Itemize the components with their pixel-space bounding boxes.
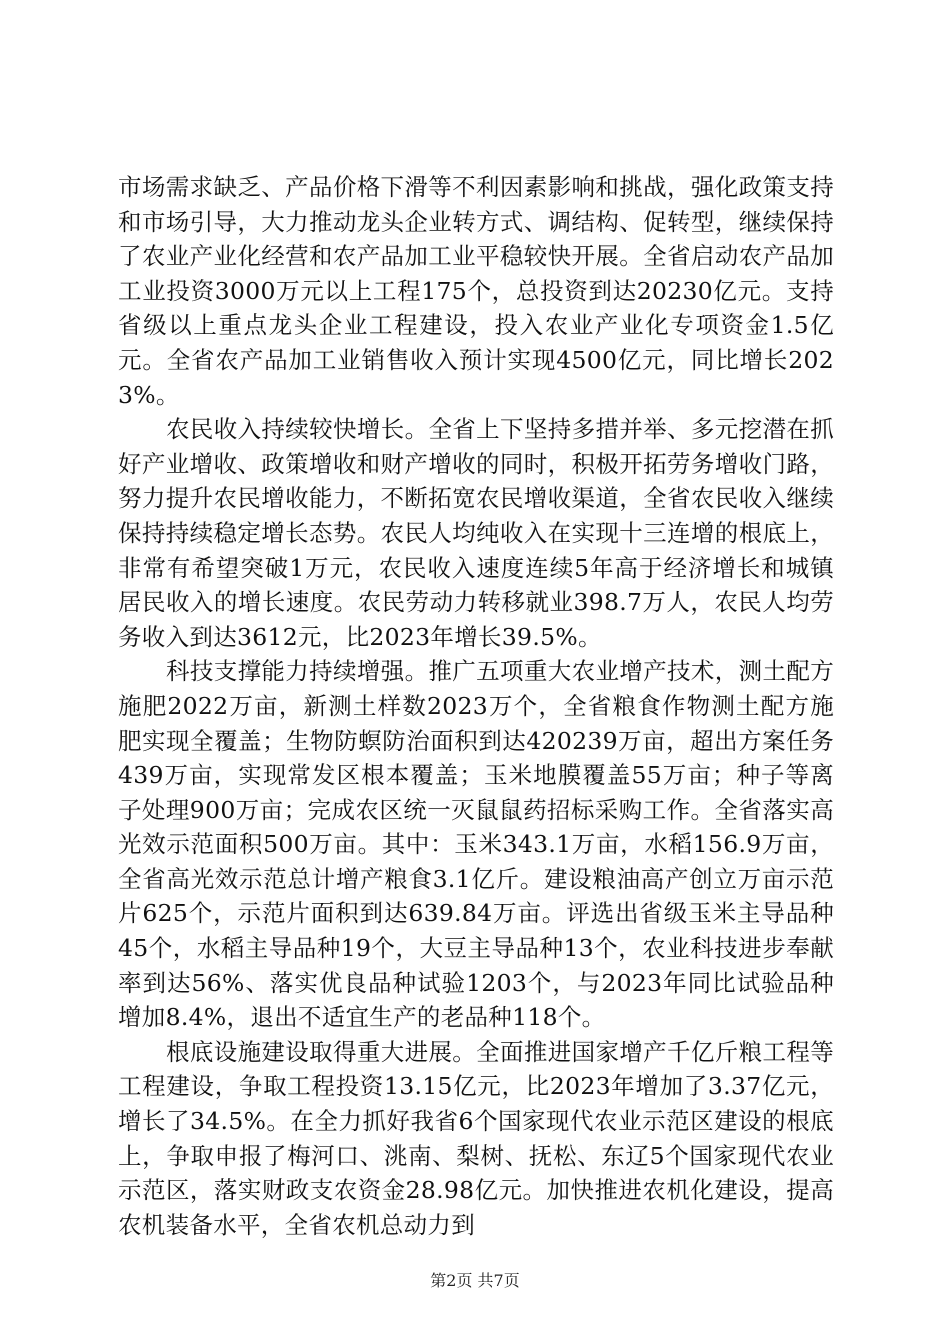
paragraph-farmer-income: 农民收入持续较快增长。全省上下坚持多措并举、多元挖潜在抓好产业增收、政策增收和财产增收的同时，积极开拓劳务增收门路，努力提升农民增收能力，不断拓宽农民增收渠道，全省农民收入继续保持持续稳定增长态势。农民人均纯收入在实现十三连增的根底上，非常有希望突破1万元，农民收入速度连续5年高于经济增长和城镇居民收入的增长速度。农民劳动力转移就业398.7万人，农民人均劳务收入到达3612元，比2023年增长39.5%。 (118, 415, 834, 651)
paragraph-infrastructure: 根底设施建设取得重大进展。全面推进国家增产千亿斤粮工程等工程建设，争取工程投资13.15亿元，比2023年增加了3.37亿元，增长了34.5%。在全力抓好我省6个国家现代农业示范区建设的根底上，争取申报了梅河口、洮南、梨树、抚松、东辽5个国家现代农业示范区，落实财政支农资金28.98亿元。加快推进农机化建设，提高农机装备水平，全省农机总动力到 (118, 1037, 834, 1239)
document-body (118, 170, 834, 1242)
paragraph-agro-processing: 市场需求缺乏、产品价格下滑等不利因素影响和挑战，强化政策支持和市场引导，大力推动龙头企业转方式、调结构、促转型，继续保持了农业产业化经营和农产品加工业平稳较快开展。全省启动农产品加工业投资3000万元以上工程175个，总投资到达20230亿元。支持省级以上重点龙头企业工程建设，投入农业产业化专项资金1.5亿元。全省农产品加工业销售收入预计实现4500亿元，同比增长2023%。 (118, 173, 834, 409)
page-footer: 第2页 共7页 (430, 1271, 520, 1290)
paragraph-technology-support: 科技支撑能力持续增强。推广五项重大农业增产技术，测土配方施肥2022万亩，新测土样数2023万个，全省粮食作物测土配方施肥实现全覆盖；生物防螟防治面积到达420239万亩，超出方案任务439万亩，实现常发区根本覆盖；玉米地膜覆盖55万亩；种子等离子处理900万亩；完成农区统一灭鼠鼠药招标采购工作。全省落实高光效示范面积500万亩。其中：玉米343.1万亩，水稻156.9万亩，全省高光效示范总计增产粮食3.1亿斤。建设粮油高产创立万亩示范片625个，示范片面积到达639.84万亩。评选出省级玉米主导品种45个，水稻主导品种19个，大豆主导品种13个，农业科技进步奉献率到达56%、落实优良品种试验1203个，与2023年同比试验品种增加8.4%，退出不适宜生产的老品种118个。 (118, 657, 834, 1032)
